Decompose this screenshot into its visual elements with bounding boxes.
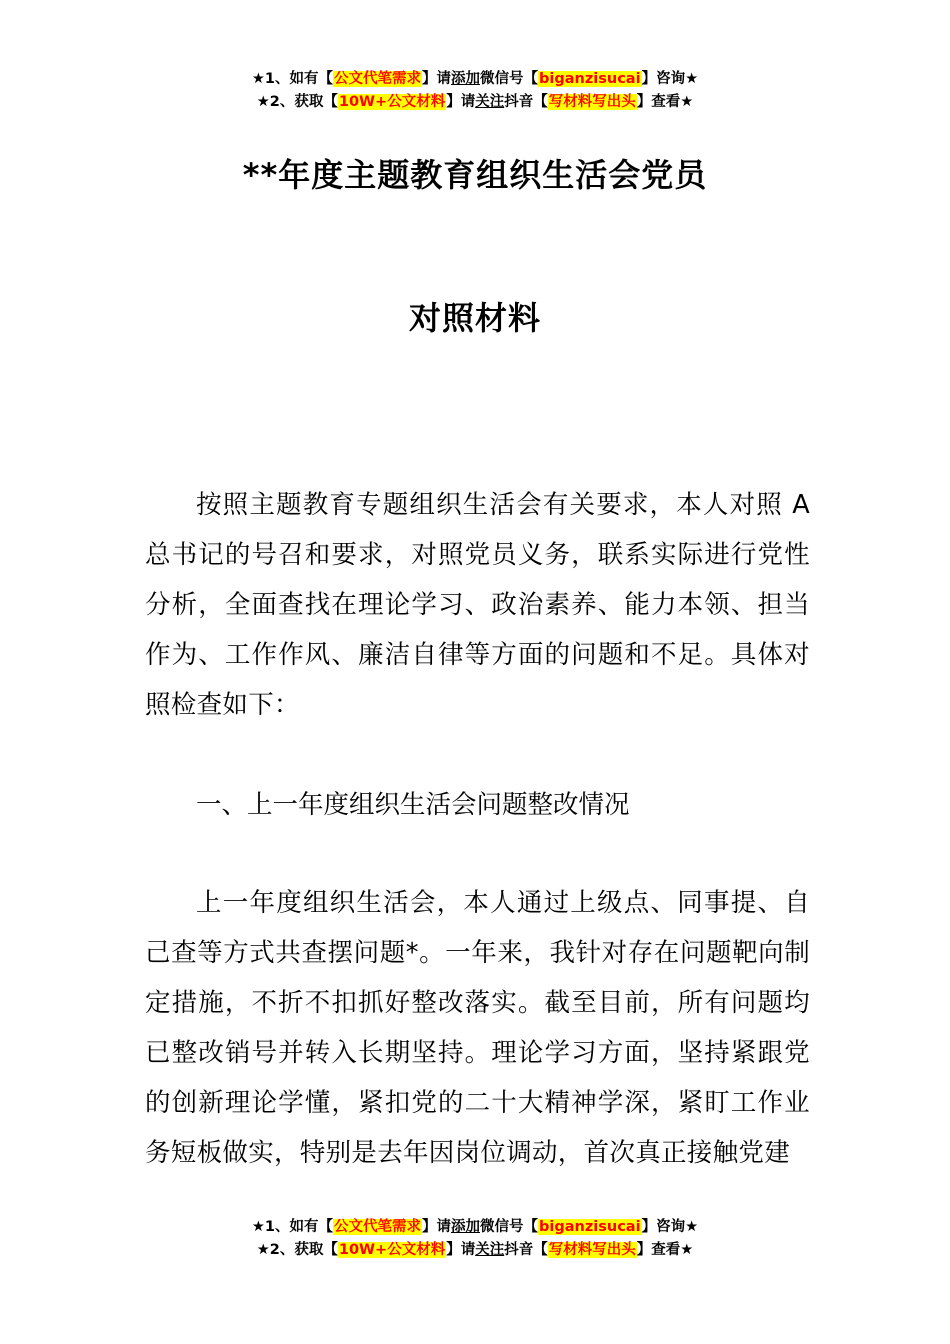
- promo-douyin-name: 写材料写出头: [548, 1242, 636, 1258]
- promo-line-2: [0, 1239, 950, 1262]
- body-paragraph-intro: 按照主题教育专题组织生活会有关要求，本人对照 A 总书记的号召和要求，对照党员义务，联系实际进行党性分析，全面查找在理论学习、政治素养、能力本领、担当作为、工作作风、廉洁自律等方面的问题和不足。具体对照检查如下：: [145, 490, 810, 720]
- promo-underlined: 关注: [475, 1242, 505, 1258]
- promo-wechat-id: biganzisucai: [539, 1219, 641, 1235]
- promo-highlight: 10W+公文材料: [338, 94, 446, 110]
- promo-text: ★1、如有【: [251, 71, 334, 87]
- promo-text: 微信号【: [480, 71, 539, 87]
- promo-text: 】请: [422, 1219, 452, 1235]
- promo-text: 抖音【: [504, 1242, 548, 1258]
- promo-text: ★2、获取【: [256, 94, 338, 110]
- promo-line-2: [0, 91, 950, 114]
- promo-underlined: 关注: [475, 94, 505, 110]
- promo-text: 】请: [422, 71, 452, 87]
- promo-line-1: [0, 68, 950, 91]
- promo-banner-bottom: [0, 1216, 950, 1262]
- promo-line-1: [0, 1216, 950, 1239]
- document-title-line-1: **年度主题教育组织生活会党员: [242, 156, 708, 194]
- promo-text: 】咨询★: [641, 1219, 699, 1235]
- promo-wechat-id: biganzisucai: [539, 71, 641, 87]
- section-heading-1: 一、上一年度组织生活会问题整改情况: [196, 790, 630, 820]
- body-paragraph-rectification: 上一年度组织生活会，本人通过上级点、同事提、自己查等方式共查摆问题*。一年来，我针对存在问题靶向制定措施，不折不扣抓好整改落实。截至目前，所有问题均已整改销号并转入长期坚持。理论学习方面，坚持紧跟党的创新理论学懂，紧扣党的二十大精神学深，紧盯工作业务短板做实，特别是去年因岗位调动，首次真正接触党建: [145, 888, 810, 1168]
- promo-text: ★1、如有【: [251, 1219, 334, 1235]
- promo-underlined: 添加: [451, 1219, 481, 1235]
- promo-text: 抖音【: [504, 94, 548, 110]
- promo-text: 】请: [446, 94, 476, 110]
- document-title-line-2: 对照材料: [408, 299, 541, 337]
- promo-underlined: 添加: [451, 71, 481, 87]
- promo-text: 】查看★: [636, 94, 694, 110]
- promo-highlight: 公文代笔需求: [334, 71, 422, 87]
- promo-douyin-name: 写材料写出头: [548, 94, 636, 110]
- promo-highlight: 公文代笔需求: [334, 1219, 422, 1235]
- promo-banner-top: [0, 68, 950, 114]
- promo-highlight: 10W+公文材料: [338, 1242, 446, 1258]
- promo-text: ★2、获取【: [256, 1242, 338, 1258]
- promo-text: 】咨询★: [641, 71, 699, 87]
- promo-text: 】查看★: [636, 1242, 694, 1258]
- promo-text: 】请: [446, 1242, 476, 1258]
- promo-text: 微信号【: [480, 1219, 539, 1235]
